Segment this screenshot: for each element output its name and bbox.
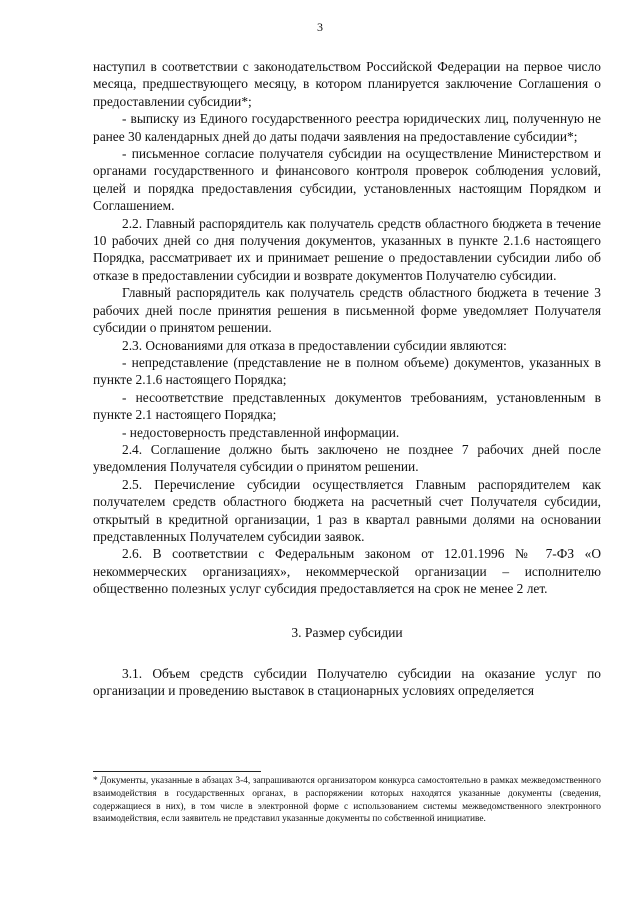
paragraph-2-2: 2.2. Главный распорядитель как получатель средств областного бюджета в течение 10 рабочих дней со дня получения документов, указанных в пункте 2.1.6 настоящего Порядка, рассматривает их и принимает решение о предоставлении субсидии либо об отказе в предоставлении субсидии и возврате документов Получателю субсидии. xyxy=(93,215,601,283)
paragraph-2-3: 2.3. Основаниями для отказа в предоставлении субсидии являются: xyxy=(122,337,507,353)
paragraph-2-3-item-3: - недостоверность представленной информации. xyxy=(122,424,400,440)
page-number: 3 xyxy=(317,20,323,34)
paragraph-2-3-item-2: - несоответствие представленных документов требованиям, установленным в пункте 2.1 настоящего Порядка; xyxy=(93,389,601,423)
footnote: * Документы, указанные в абзацах 3-4, запрашиваются организатором конкурса самостоятельно в рамках межведомственного взаимодействия в государственных органах, в распоряжении которых находятся указанные документы (сведения, содержащиеся в них), в том числе в электронной форме с использованием системы межведомственного электронного взаимодействия, если заявитель не представил указанные документы по собственной инициативе. xyxy=(93,776,601,825)
paragraph-2-4: 2.4. Соглашение должно быть заключено не позднее 7 рабочих дней после уведомления Получателя субсидии о принятом решении. xyxy=(93,441,601,475)
paragraph-3-1: 3.1. Объем средств субсидии Получателю субсидии на оказание услуг по организации и проведению выставок в стационарных условиях определяется xyxy=(93,666,601,699)
paragraph-2-6: 2.6. В соответствии с Федеральным законом от 12.01.1996 № 7-ФЗ «О некоммерческих организациях», некоммерческой организации – исполнителю общественно полезных услуг субсидия предоставляется на срок не менее 2 лет. xyxy=(93,546,601,597)
document-body xyxy=(93,58,601,700)
paragraph-egrul-extract: - выписку из Единого государственного реестра юридических лиц, полученную не ранее 30 календарных дней до даты подачи заявления на предоставление субсидии*; xyxy=(93,111,601,144)
footnote-divider xyxy=(93,771,261,772)
section-title: 3. Размер субсидии xyxy=(291,624,403,640)
paragraph-2-5: 2.5. Перечисление субсидии осуществляется Главным распорядителем как получателем средств областного бюджета на расчетный счет Получателя субсидии, открытый в кредитной организации, 1 раз в квартал равными долями на основании представленных Получателем субсидии заявок. xyxy=(93,476,601,544)
paragraph-2-2-notice: Главный распорядитель как получатель средств областного бюджета в течение 3 рабочих дней после принятия решения в письменной форме уведомляет Получателя субсидии о принятом решении. xyxy=(93,285,601,336)
paragraph-written-consent: - письменное согласие получателя субсидии на осуществление Министерством и органами государственного и финансового контроля проверок соблюдения условий, целей и порядка предоставления субсидии, установленных настоящим Порядком и Соглашением. xyxy=(93,146,601,214)
paragraph-continuation: наступил в соответствии с законодательством Российской Федерации на первое число месяца, предшествующего месяцу, в котором планируется заключение Соглашения о предоставлении субсидии*; xyxy=(93,59,601,109)
paragraph-2-3-item-1: - непредставление (представление не в полном объеме) документов, указанных в пункте 2.1.6 настоящего Порядка; xyxy=(93,354,601,388)
